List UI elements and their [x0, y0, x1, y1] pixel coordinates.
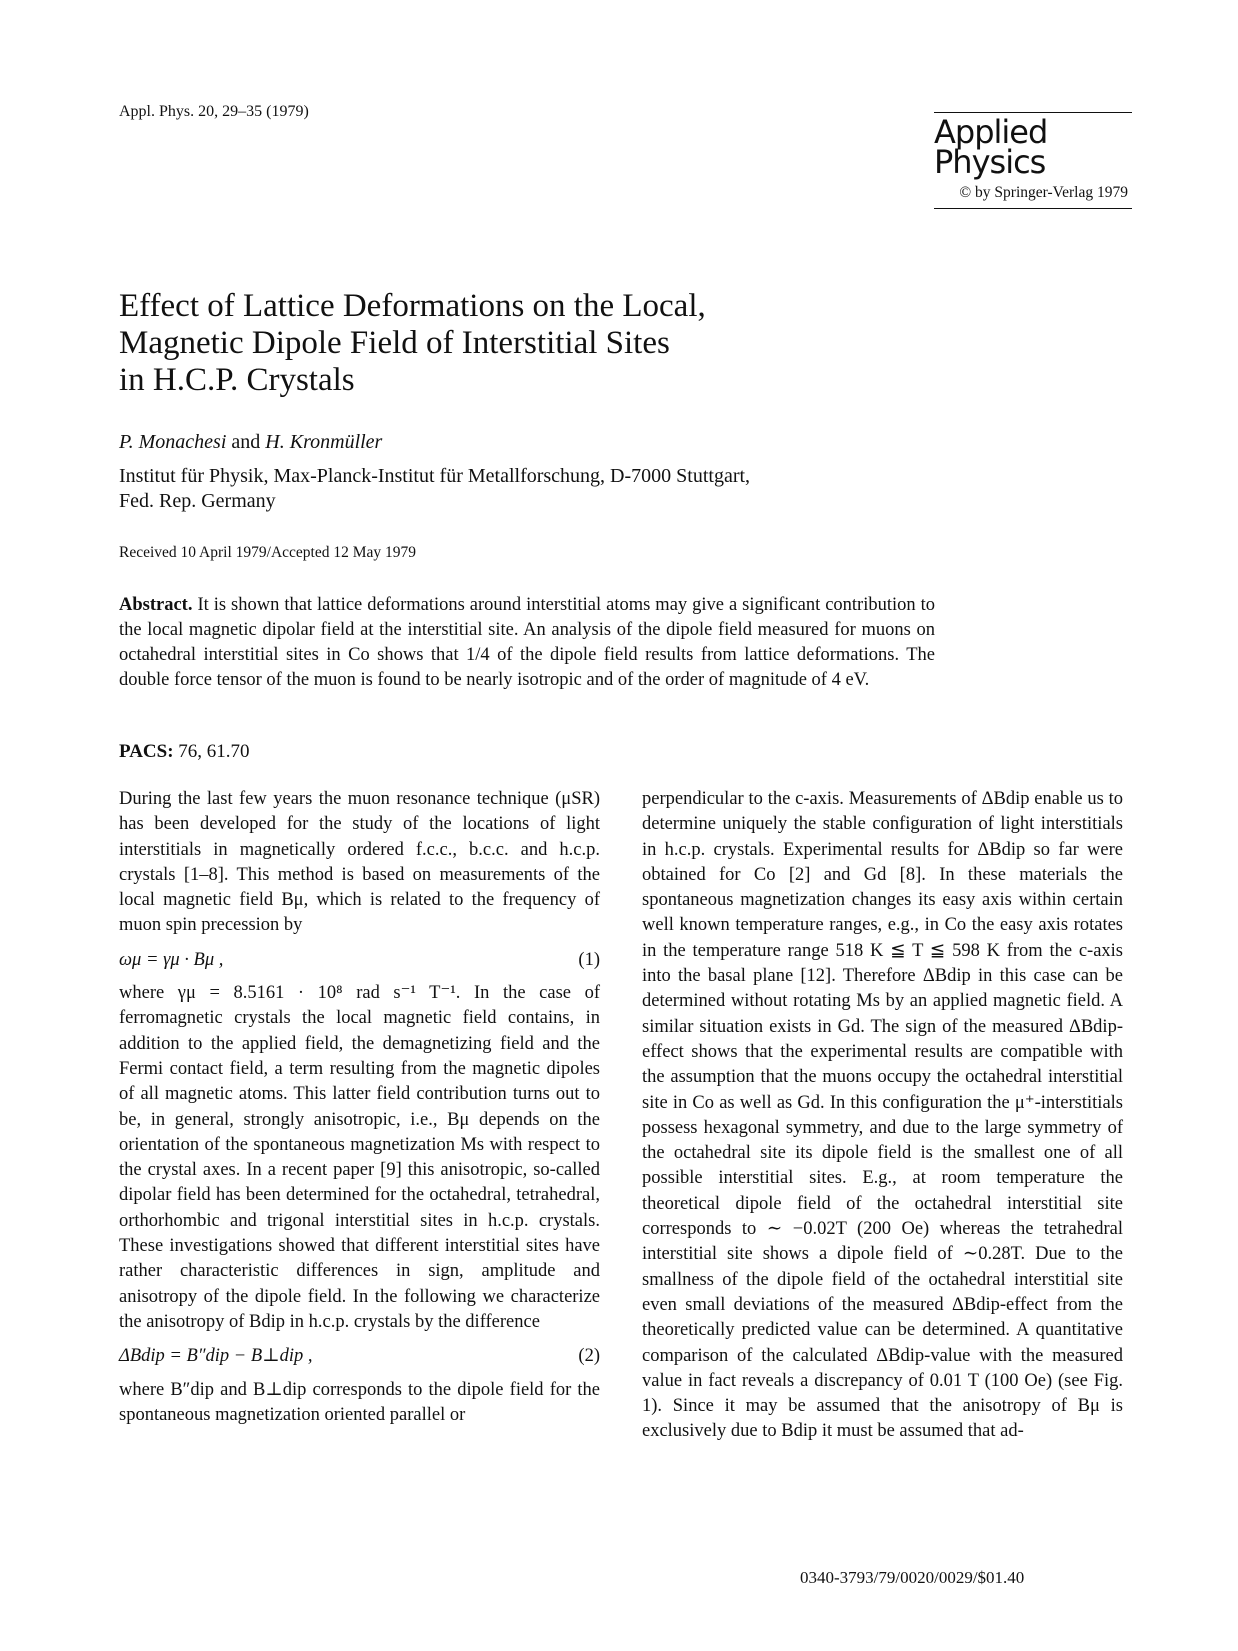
- pacs-label: PACS:: [119, 741, 174, 762]
- affiliation-line: Fed. Rep. Germany: [119, 490, 276, 512]
- logo-bottom-rule: [934, 208, 1132, 209]
- body-paragraph: During the last few years the muon resonance technique (μSR) has been developed for the study of the locations of light interstitials in magnetically ordered f.c.c., b.c.c. and h.c.p. crystals [1–8]. This method is based on measurements of the local magnetic field Bμ, which is related to the frequency of muon spin precession by: [119, 789, 600, 936]
- title-line: Effect of Lattice Deformations on the Local,: [119, 288, 706, 324]
- abstract-text: It is shown that lattice deformations around interstitial atoms may give a significant contribution to the local magnetic dipolar field at the interstitial site. An analysis of the dipole field measured for muons on octahedral interstitial sites in Co shows that 1/4 of the dipole field results from lattice deformations. The double force tensor of the muon is found to be nearly isotropic and of the order of magnitude of 4 eV.: [119, 595, 936, 690]
- journal-citation: Appl. Phys. 20, 29–35 (1979): [119, 103, 309, 120]
- equation-text: ωμ = γμ · Bμ ,: [119, 949, 224, 970]
- pacs-value: 76, 61.70: [178, 741, 250, 762]
- left-column: [119, 787, 600, 1428]
- author-name: P. Monachesi: [119, 431, 227, 453]
- equation-text: ΔBdip = B″dip − B⊥dip ,: [119, 1346, 313, 1367]
- affiliation: [119, 464, 750, 514]
- pacs: [119, 741, 250, 763]
- affiliation-line: Institut für Physik, Max-Planck-Institut für Metallforschung, D-7000 Stuttgart,: [119, 465, 751, 487]
- equation-number: (2): [578, 1346, 600, 1367]
- body-paragraph: where γμ = 8.5161 · 10⁸ rad s⁻¹ T⁻¹. In the case of ferromagnetic crystals the local magnetic field contains, in addition to the applied field, the demagnetizing field and the Fermi contact field, a term resulting from the magnetic dipoles of all magnetic atoms. This latter field contribution turns out to be, in general, strongly anisotropic, i.e., Bμ depends on the orientation of the spontaneous magnetization Ms with respect to the crystal axes. In a recent paper [9] this anisotropic, so-called dipolar field has been determined for the octahedral, tetrahedral, orthorhombic and trigonal interstitial sites in h.c.p. crystals. These investigations showed that different interstitial sites have rather characteristic differences in sign, amplitude and anisotropy of the dipole field. In the following we characterize the anisotropy of Bdip in h.c.p. crystals by the difference: [119, 983, 600, 1332]
- equation-1: [119, 948, 600, 973]
- paper-title: [119, 288, 706, 399]
- equation-number: (1): [578, 949, 600, 970]
- equation-2: [119, 1344, 600, 1369]
- author-separator: and: [231, 431, 261, 453]
- author-list: [119, 431, 382, 454]
- title-line: in H.C.P. Crystals: [119, 362, 355, 398]
- author-name: H. Kronmüller: [265, 431, 383, 453]
- received-dates: Received 10 April 1979/Accepted 12 May 1979: [119, 544, 417, 561]
- abstract-label: Abstract.: [119, 595, 193, 615]
- abstract: [119, 593, 935, 693]
- copyright-notice: © by Springer-Verlag 1979: [959, 184, 1128, 201]
- title-line: Magnetic Dipole Field of Interstitial Sites: [119, 325, 670, 361]
- footer-code: 0340-3793/79/0020/0029/$01.40: [800, 1568, 1025, 1587]
- logo-word-physics: Physics: [934, 143, 1046, 181]
- journal-logo: [934, 112, 1132, 209]
- logo-word-applied: Applied: [934, 113, 1048, 151]
- right-column: [642, 787, 1123, 1445]
- body-paragraph: where B″dip and B⊥dip corresponds to the dipole field for the spontaneous magnetization oriented parallel or: [119, 1379, 600, 1425]
- body-paragraph: perpendicular to the c-axis. Measurements of ΔBdip enable us to determine uniquely the stable configuration of light interstitials in h.c.p. crystals. Experimental results for ΔBdip so far were obtained for Co [2] and Gd [8]. In these materials the spontaneous magnetization changes its easy axis within certain well known temperature ranges, e.g., in Co the easy axis rotates in the temperature range 518 K ≦ T ≦ 598 K from the c-axis into the basal plane [12]. Therefore ΔBdip in this case can be determined without rotating Ms by an applied magnetic field. A similar situation exists in Gd. The sign of the measured ΔBdip-effect shows that the experimental results are compatible with the assumption that the muons occupy the octahedral interstitial site in Co as well as Gd. In this configuration the μ⁺-interstitials possess hexagonal symmetry, and due to the large symmetry of the octahedral site its dipole field is the smallest one of all possible interstitial sites. E.g., at room temperature the theoretical dipole field of the octahedral interstitial site corresponds to ∼ −0.02T (200 Oe) whereas the tetrahedral interstitial site shows a dipole field of ∼0.28T. Due to the smallness of the dipole field of the octahedral interstitial site even small deviations of the measured ΔBdip-effect from the theoretically predicted value can be determined. A quantitative comparison of the calculated ΔBdip-value with the measured value in fact reveals a discrepancy of 0.01 T (100 Oe) (see Fig. 1). Since it may be assumed that the anisotropy of Bμ is exclusively due to Bdip it must be assumed that ad-: [642, 789, 1123, 1442]
